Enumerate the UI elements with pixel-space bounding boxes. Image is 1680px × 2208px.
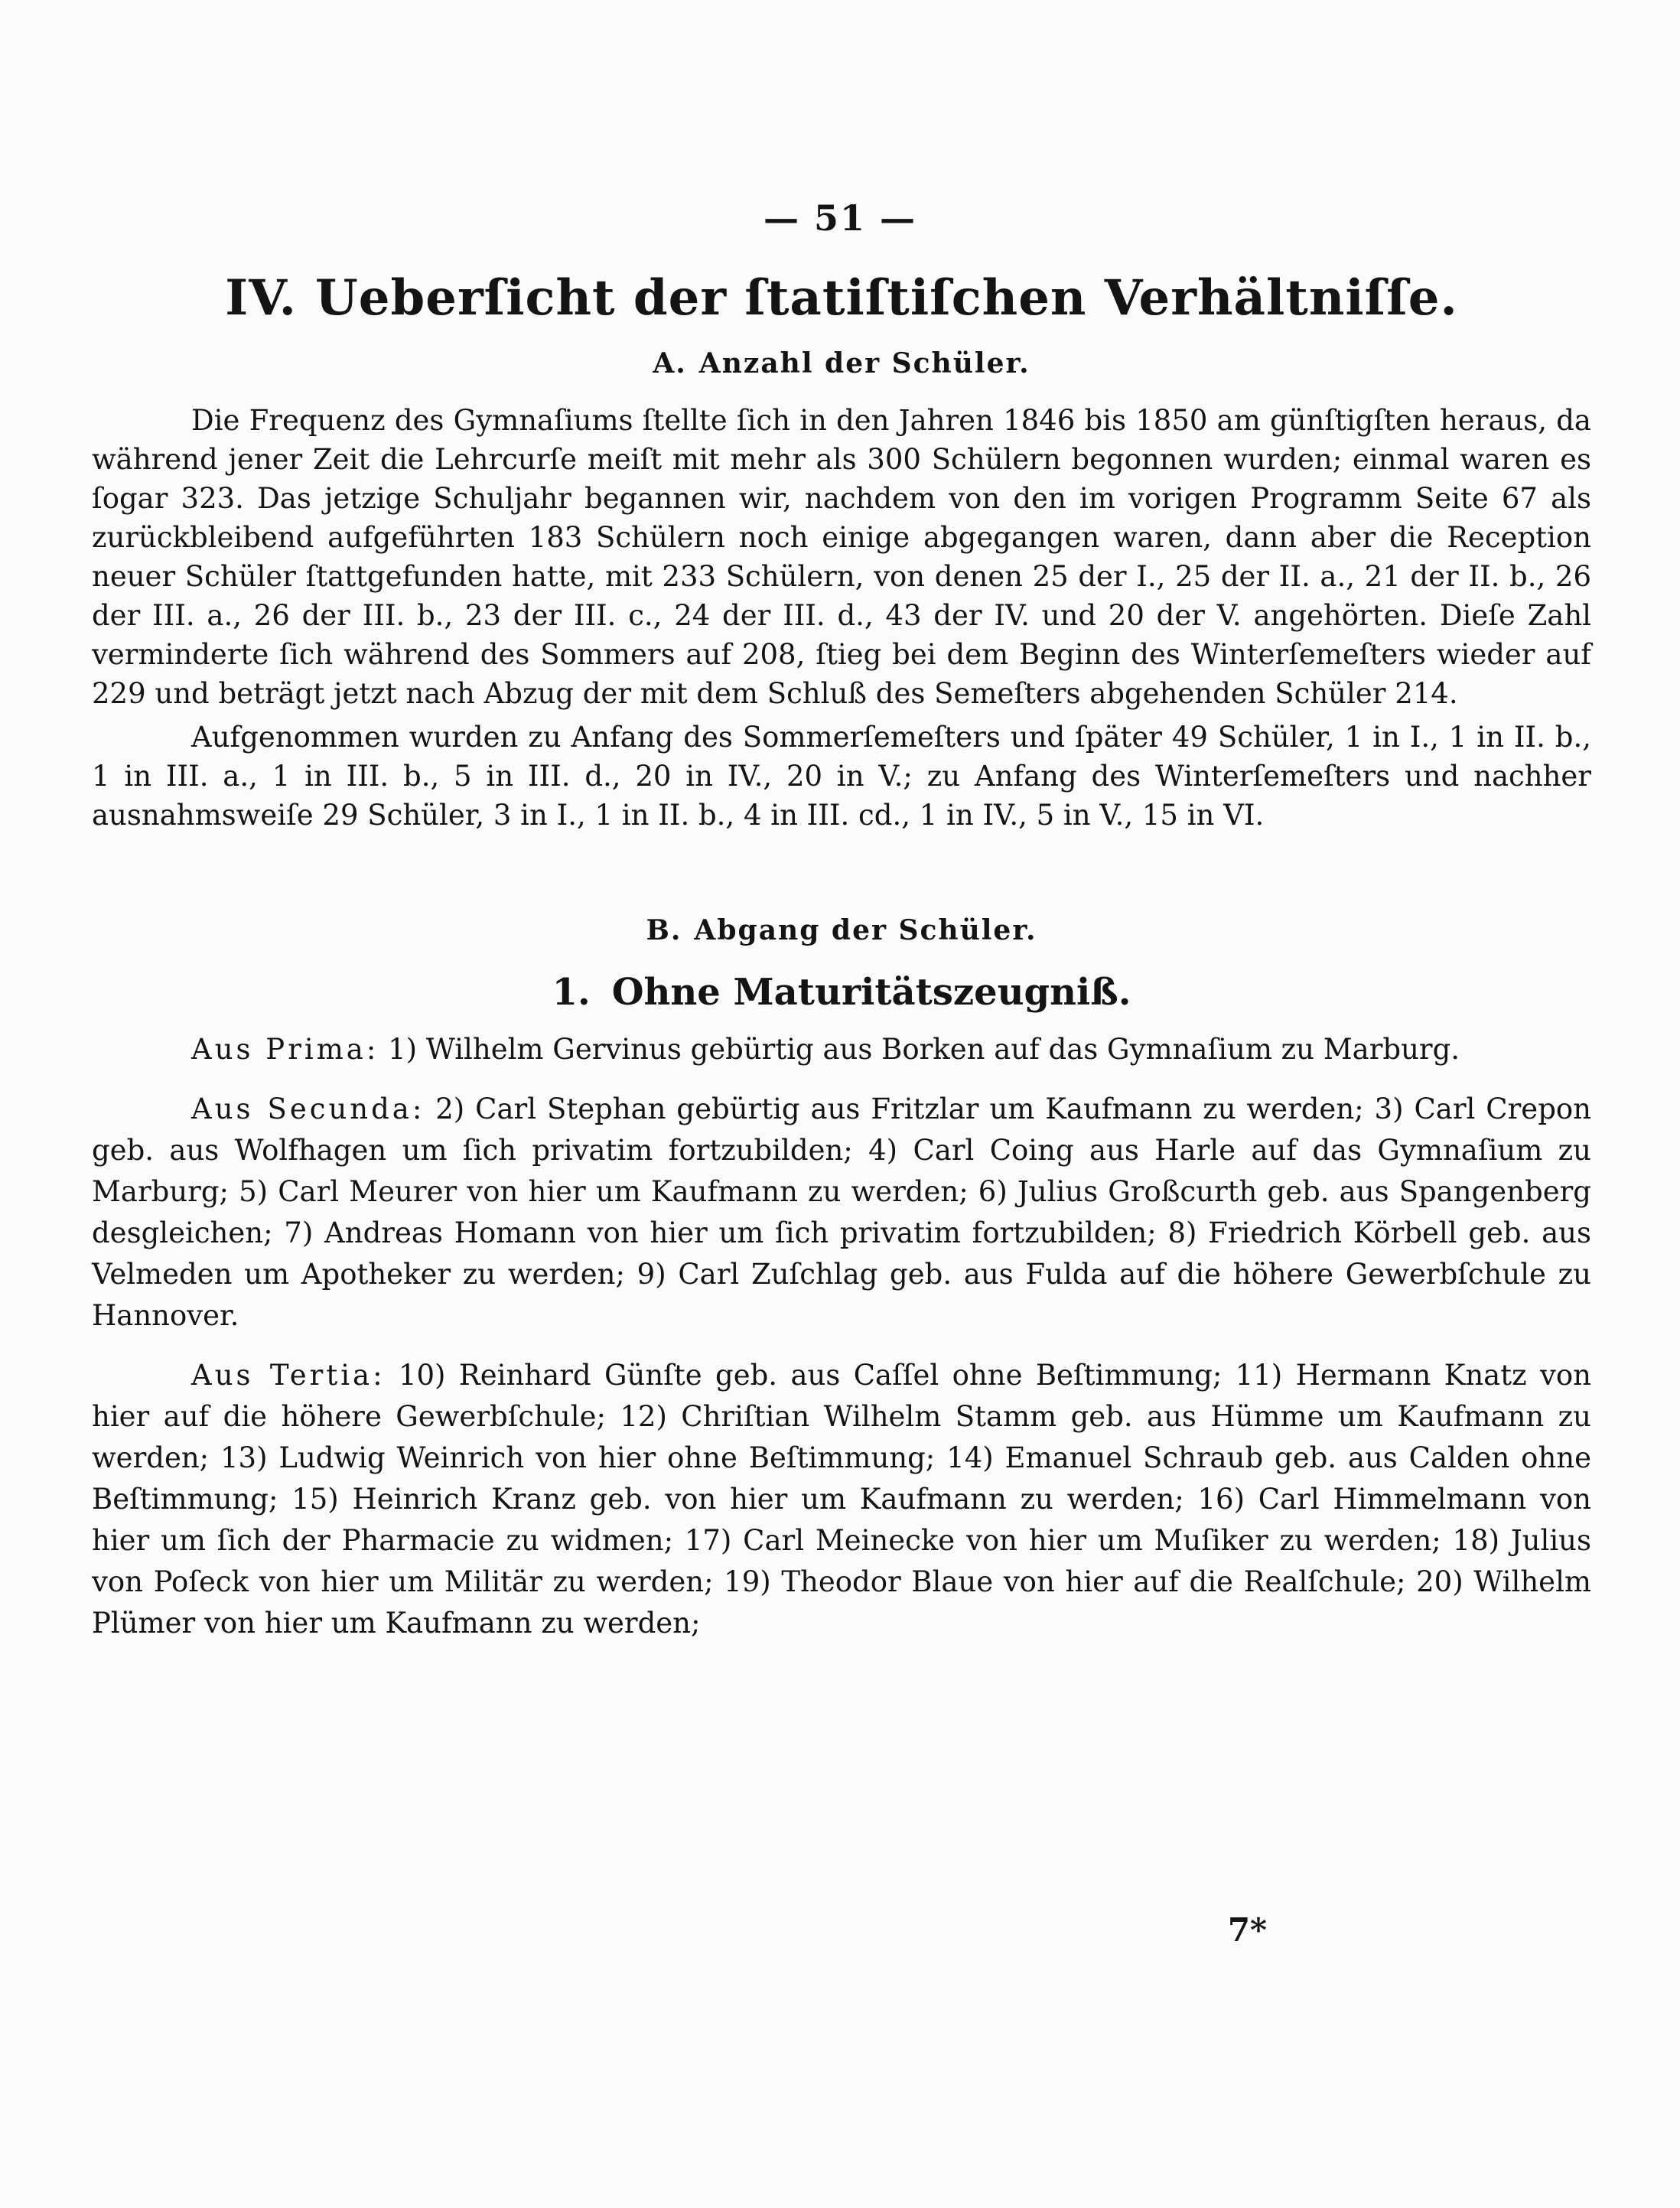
section-heading <box>92 268 1591 329</box>
item-heading <box>92 968 1591 1017</box>
paragraph-admissions: Aufgenommen wurden zu Anfang des Sommerſemeſters und ſpäter 49 Schüler, 1 in I., 1 in II. b., 1 in III. a., 1 in III. b., 5 in III. d., 20 in IV., 20 in V.; zu Anfang des Winterſemeſters und nachher ausnahmsweiſe 29 Schüler, 3 in I., 1 in II. b., 4 in III. cd., 1 in IV., 5 in V., 15 in VI. <box>92 721 1591 832</box>
entry-text: 2) Carl Stephan gebürtig aus Fritzlar um Kaufmann zu werden; 3) Carl Crepon geb. aus Wolfhagen um ſich privatim fortzubilden; 4) Carl Coing aus Harle auf das Gymnaſium zu Marburg; 5) Carl Meurer von hier um Kaufmann zu werden; 6) Julius Großcurth geb. aus Spangenberg desgleichen; 7) Andreas Homann von hier um ſich privatim fortzubilden; 8) Friedrich Körbell geb. aus Velmeden um Apotheker zu werden; 9) Carl Zuſchlag geb. aus Fulda auf die höhere Gewerbſchule zu Hannover. <box>92 1093 1591 1332</box>
subsection-a-title: Anzahl der Schüler. <box>698 347 1030 379</box>
entry-text: 10) Reinhard Günſte geb. aus Caſſel ohne Beſtimmung; 11) Hermann Knatz von hier auf die höhere Gewerbſchule; 12) Chriſtian Wilhelm Stamm geb. aus Hümme um Kaufmann zu werden; 13) Ludwig Weinrich von hier ohne Beſtimmung; 14) Emanuel Schraub geb. aus Calden ohne Beſtimmung; 15) Heinrich Kranz geb. von hier um Kaufmann zu werden; 16) Carl Himmelmann von hier um ſich der Pharmacie zu widmen; 17) Carl Meinecke von hier um Muſiker zu werden; 18) Julius von Poſeck von hier um Militär zu werden; 19) Theodor Blaue von hier auf die Realſchule; 20) Wilhelm Plümer von hier um Kaufmann zu werden; <box>92 1359 1591 1640</box>
page-number: — 51 — <box>763 197 917 239</box>
entry-secunda <box>92 1089 1591 1337</box>
paragraph-frequency: Die Frequenz des Gymnaſiums ſtellte ſich in den Jahren 1846 bis 1850 am günſtigſten heraus, da während jener Zeit die Lehrcurſe meiſt mit mehr als 300 Schülern begonnen wurden; einmal waren es ſogar 323. Das jetzige Schuljahr begannen wir, nachdem von den im vorigen Programm Seite 67 als zurückbleibend aufgeführten 183 Schülern noch einige abgegangen waren, dann aber die Reception neuer Schüler ſtattgefunden hatte, mit 233 Schülern, von denen 25 der I., 25 der II. a., 21 der II. b., 26 der III. a., 26 der III. b., 23 der III. c., 24 der III. d., 43 der IV. und 20 der V. angehörten. Dieſe Zahl verminderte ſich während des Sommers auf 208, ſtieg bei dem Beginn des Winterſemeſters wieder auf 229 und beträgt jetzt nach Abzug der mit dem Schluß des Semeſters abgehenden Schüler 214. <box>92 404 1591 710</box>
item-number: 1. <box>552 971 591 1014</box>
signature-mark: 7* <box>1227 1911 1267 1949</box>
page-content <box>92 268 1591 1663</box>
subsection-b-title: Abgang der Schüler. <box>694 914 1037 946</box>
item-title: Ohne Maturitätszeugniß. <box>611 971 1131 1014</box>
subsection-a-label: A. <box>653 347 687 379</box>
section-title: Ueberſicht der ſtatiſtiſchen Verhältniſſe. <box>314 269 1458 327</box>
subsection-a-heading <box>92 344 1591 383</box>
entry-prefix: Aus Tertia: <box>191 1359 386 1392</box>
subsection-b-heading <box>92 911 1591 949</box>
entry-text: 1) Wilhelm Gervinus gebürtig aus Borken auf das Gymnaſium zu Marburg. <box>388 1033 1460 1066</box>
entry-tertia <box>92 1355 1591 1644</box>
section-number: IV. <box>225 269 297 327</box>
entry-prefix: Aus Prima: <box>191 1033 379 1066</box>
subsection-b-label: B. <box>646 914 682 946</box>
entry-prima <box>92 1029 1591 1070</box>
entry-prefix: Aus Secunda: <box>191 1093 425 1125</box>
